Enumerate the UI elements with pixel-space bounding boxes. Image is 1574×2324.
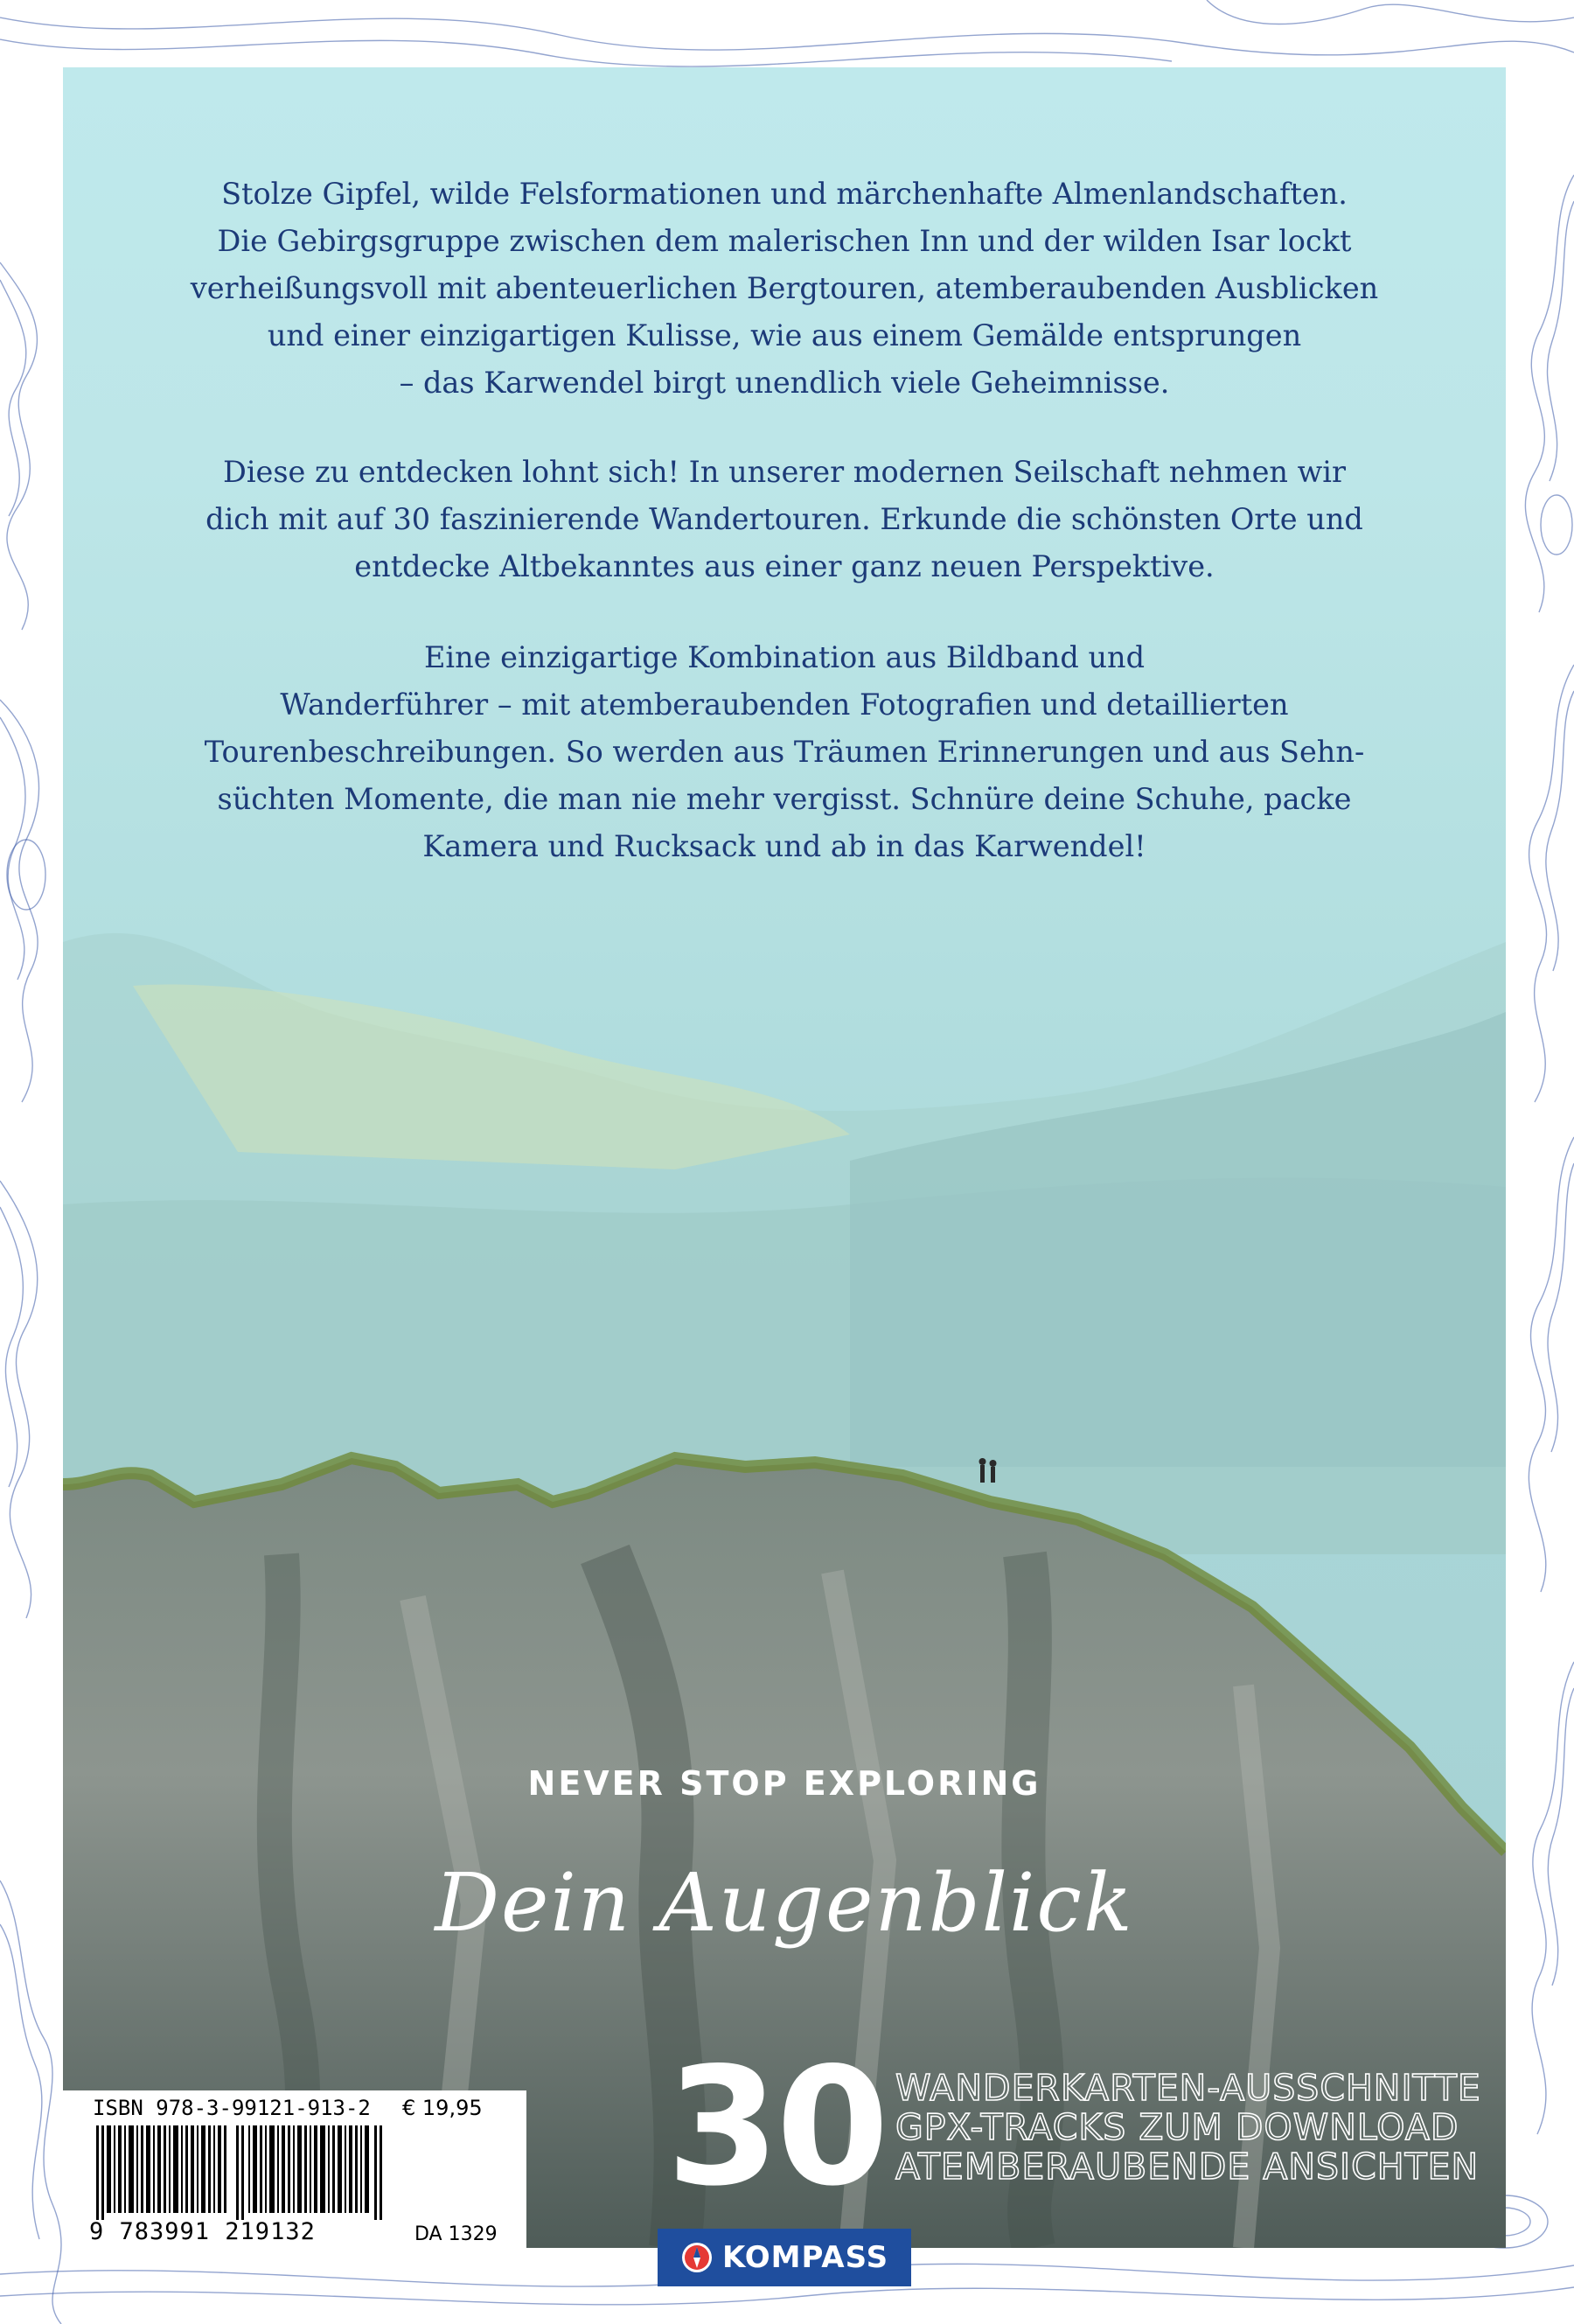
isbn-text: ISBN 978-3-99121-913-2	[93, 2096, 371, 2120]
blurb-line: dich mit auf 30 faszinierende Wandertouren. Erkunde die schönsten Orte und	[205, 502, 1363, 536]
blurb-line: entdecke Altbekanntes aus einer ganz neuen Perspektive.	[354, 549, 1215, 583]
blurb-line: Diese zu entdecken lohnt sich! In unserer modernen Seilschaft nehmen wir	[222, 455, 1347, 489]
feature-item: GPX-TRACKS ZUM DOWNLOAD	[895, 2106, 1459, 2148]
compass-icon	[680, 2241, 714, 2274]
blurb-line: Stolze Gipfel, wilde Felsformationen und märchenhafte Almenlandschaften.	[221, 177, 1348, 211]
price: € 19,95	[402, 2096, 483, 2120]
cover-photo	[63, 67, 1506, 2248]
script-title: Dein Augenblick	[435, 1856, 1134, 1950]
blurb-line: verheißungsvoll mit abenteuerlichen Bergtouren, atemberaubenden Ausblicken	[190, 271, 1379, 305]
blurb-line: süchten Momente, die man nie mehr vergisst. Schnüre deine Schuhe, packe	[217, 782, 1352, 816]
blurb-line: – das Karwendel birgt unendlich viele Geheimnisse.	[399, 366, 1170, 400]
publisher-name: KOMPASS	[721, 2240, 889, 2275]
publisher-logo	[658, 2229, 911, 2286]
blurb-paragraph-1	[177, 171, 1392, 407]
blurb-line: Kamera und Rucksack und ab in das Karwendel!	[422, 829, 1146, 863]
blurb-line: Eine einzigartige Kombination aus Bildband und	[423, 640, 1146, 674]
blurb-line: und einer einzigartigen Kulisse, wie aus einem Gemälde entsprungen	[267, 318, 1302, 352]
blurb-paragraph-3	[177, 634, 1392, 870]
blurb-line: Die Gebirgsgruppe zwischen dem malerischen Inn und der wilden Isar lockt	[217, 224, 1352, 258]
barcode-label	[63, 2090, 526, 2248]
feature-list	[895, 2069, 1499, 2187]
ean-digits: 9 783991 219132	[89, 2218, 316, 2245]
article-code: DA 1329	[414, 2223, 498, 2245]
tour-count: 30	[666, 2032, 886, 2222]
blurb-paragraph-2	[177, 449, 1392, 590]
blurb-line: Tourenbeschreibungen. So werden aus Träumen Erinnerungen und aus Sehn-	[204, 735, 1365, 769]
slogan: NEVER STOP EXPLORING	[527, 1764, 1041, 1803]
barcode-icon	[96, 2125, 394, 2220]
blurb-line: Wanderführer – mit atemberaubenden Fotografien und detaillierten	[280, 687, 1289, 722]
feature-item: ATEMBERAUBENDE ANSICHTEN	[895, 2146, 1480, 2188]
feature-item: WANDERKARTEN-AUSSCHNITTE	[895, 2067, 1481, 2109]
